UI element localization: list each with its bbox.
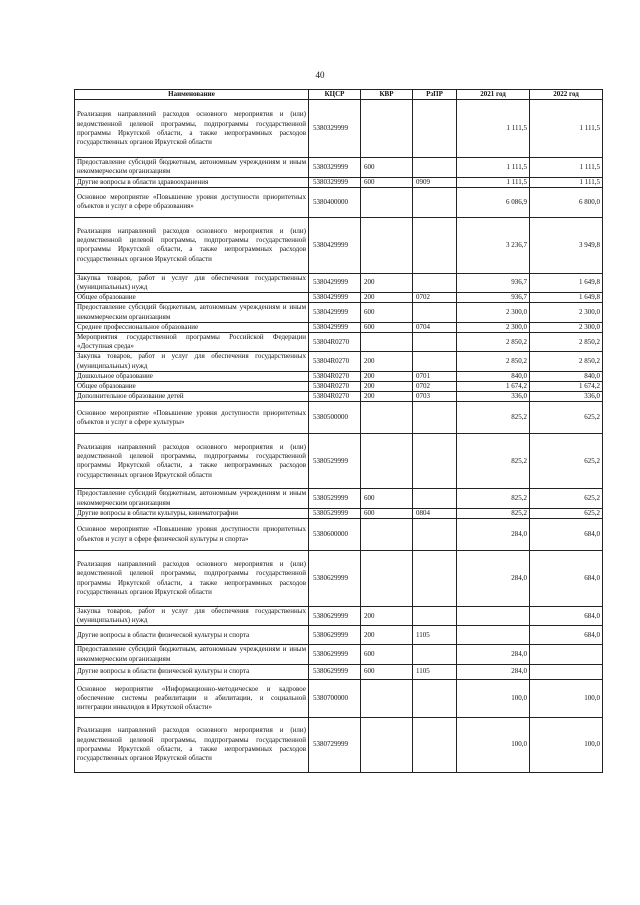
row-name: Предоставление субсидий бюджетным, автономным учреждениям и иным некоммерческим организациям: [75, 303, 309, 322]
row-2022: 100,0: [530, 717, 603, 772]
row-2022: [530, 664, 603, 679]
row-kvr: 200: [361, 352, 413, 371]
row-rzpr: [413, 158, 457, 177]
table-row: [75, 717, 603, 772]
row-rzpr: [413, 333, 457, 352]
row-rzpr: [413, 551, 457, 607]
row-name: Другие вопросы в области физической культуры и спорта: [75, 664, 309, 679]
table-body: [75, 100, 603, 773]
row-2021: 284,0: [457, 645, 530, 664]
row-name: Среднее профессиональное образование: [75, 322, 309, 332]
row-kvr: [361, 551, 413, 607]
row-kvr: 200: [361, 371, 413, 381]
row-2022: 3 949,8: [530, 217, 603, 273]
row-kvr: 600: [361, 303, 413, 322]
row-kcsr: 5380529999: [309, 434, 361, 489]
row-name: Предоставление субсидий бюджетным, автономным учреждениям и иным некоммерческим организациям: [75, 158, 309, 177]
row-name: Закупка товаров, работ и услуг для обеспечения государственных (муниципальных) нужд: [75, 273, 309, 292]
row-2021: 2 300,0: [457, 303, 530, 322]
row-rzpr: [413, 645, 457, 664]
row-2022: 2 300,0: [530, 303, 603, 322]
row-2022: 100,0: [530, 679, 603, 717]
row-name: Основное мероприятие «Повышение уровня доступности приоритетных объектов и услуг в сфере физической культуры и спорта»: [75, 519, 309, 551]
row-kcsr: 5380329999: [309, 177, 361, 187]
row-2021: 1 111,5: [457, 158, 530, 177]
row-kvr: 600: [361, 177, 413, 187]
row-2021: 284,0: [457, 519, 530, 551]
row-2022: 684,0: [530, 519, 603, 551]
row-kcsr: 5380329999: [309, 100, 361, 158]
row-kcsr: 5380629999: [309, 551, 361, 607]
budget-table: [74, 89, 603, 773]
row-kcsr: 5380529999: [309, 489, 361, 508]
row-2021: 100,0: [457, 679, 530, 717]
row-rzpr: [413, 273, 457, 292]
row-name: Основное мероприятие «Информационно-методическое и кадровое обеспечение системы реабилитации и абилитации, и социальной интеграции инвалидов в Иркутской области»: [75, 679, 309, 717]
row-rzpr: 0804: [413, 508, 457, 518]
row-2022: 6 800,0: [530, 187, 603, 217]
row-2022: 625,2: [530, 508, 603, 518]
row-name: Другие вопросы в области здравоохранения: [75, 177, 309, 187]
row-name: Предоставление субсидий бюджетным, автономным учреждениям и иным некоммерческим организациям: [75, 489, 309, 508]
row-2021: 840,0: [457, 371, 530, 381]
row-2022: 1 111,5: [530, 100, 603, 158]
row-2021: 100,0: [457, 717, 530, 772]
header-kcsr: КЦСР: [309, 90, 361, 100]
row-name: Общее образование: [75, 293, 309, 303]
row-kcsr: 5380729999: [309, 717, 361, 772]
row-rzpr: [413, 489, 457, 508]
row-2022: 2 850,2: [530, 333, 603, 352]
row-kcsr: 5380429999: [309, 273, 361, 292]
row-kcsr: 53804R0270: [309, 392, 361, 402]
row-name: Другие вопросы в области физической культуры и спорта: [75, 626, 309, 645]
row-rzpr: [413, 187, 457, 217]
row-2022: 1 649,8: [530, 273, 603, 292]
row-name: Реализация направлений расходов основного мероприятия и (или) ведомственной целевой программы, подпрограммы государственной программы Иркутской области, а также непрограммных расходов государственных органов Иркутской области: [75, 100, 309, 158]
row-rzpr: [413, 717, 457, 772]
table-row: [75, 371, 603, 381]
header-rzpr: РзПР: [413, 90, 457, 100]
row-2021: 825,2: [457, 489, 530, 508]
row-name: Дошкольное образование: [75, 371, 309, 381]
row-name: Реализация направлений расходов основного мероприятия и (или) ведомственной целевой программы, подпрограммы государственной программы Иркутской области, а также непрограммных расходов государственных органов Иркутской области: [75, 551, 309, 607]
table-row: [75, 607, 603, 626]
row-kvr: 200: [361, 382, 413, 392]
table-row: [75, 508, 603, 518]
row-kcsr: 5380429999: [309, 303, 361, 322]
table-row: [75, 158, 603, 177]
table-row: [75, 626, 603, 645]
table-row: [75, 489, 603, 508]
table-row: [75, 551, 603, 607]
row-2021: 2 850,2: [457, 333, 530, 352]
table-row: [75, 100, 603, 158]
row-2022: 1 111,5: [530, 158, 603, 177]
row-kcsr: 53804R0270: [309, 352, 361, 371]
table-row: [75, 392, 603, 402]
table-row: [75, 645, 603, 664]
table-row: [75, 382, 603, 392]
row-kvr: 600: [361, 158, 413, 177]
row-name: Основное мероприятие «Повышение уровня доступности приоритетных объектов и услуг в сфере культуры»: [75, 402, 309, 434]
row-rzpr: [413, 402, 457, 434]
row-rzpr: 0702: [413, 293, 457, 303]
table-row: [75, 273, 603, 292]
row-2022: 1 674,2: [530, 382, 603, 392]
table-row: [75, 402, 603, 434]
table-row: [75, 322, 603, 332]
header-name: Наименование: [75, 90, 309, 100]
row-kcsr: 5380500000: [309, 402, 361, 434]
row-rzpr: 1105: [413, 626, 457, 645]
row-kvr: [361, 434, 413, 489]
table-row: [75, 187, 603, 217]
row-2022: 625,2: [530, 434, 603, 489]
row-rzpr: 0703: [413, 392, 457, 402]
row-rzpr: [413, 434, 457, 489]
row-kcsr: 5380400000: [309, 187, 361, 217]
table-row: [75, 333, 603, 352]
row-2022: 684,0: [530, 626, 603, 645]
row-2021: 2 850,2: [457, 352, 530, 371]
row-2021: 284,0: [457, 551, 530, 607]
row-kvr: 600: [361, 508, 413, 518]
table-row: [75, 519, 603, 551]
row-2021: 936,7: [457, 293, 530, 303]
row-kvr: 600: [361, 664, 413, 679]
header-kvr: КВР: [361, 90, 413, 100]
row-rzpr: [413, 100, 457, 158]
row-2021: 825,2: [457, 402, 530, 434]
row-kcsr: 5380600000: [309, 519, 361, 551]
row-name: Реализация направлений расходов основного мероприятия и (или) ведомственной целевой программы, подпрограммы государственной программы Иркутской области, а также непрограммных расходов государственных органов Иркутской области: [75, 434, 309, 489]
row-kvr: 600: [361, 489, 413, 508]
row-2022: 1 111,5: [530, 177, 603, 187]
row-2021: 3 236,7: [457, 217, 530, 273]
row-2021: 284,0: [457, 664, 530, 679]
row-2021: [457, 607, 530, 626]
row-kvr: [361, 519, 413, 551]
row-name: Дополнительное образование детей: [75, 392, 309, 402]
row-2021: 1 674,2: [457, 382, 530, 392]
row-kvr: [361, 217, 413, 273]
row-rzpr: 0701: [413, 371, 457, 381]
row-name: Закупка товаров, работ и услуг для обеспечения государственных (муниципальных) нужд: [75, 352, 309, 371]
row-2021: 6 086,9: [457, 187, 530, 217]
row-2021: 936,7: [457, 273, 530, 292]
row-rzpr: [413, 607, 457, 626]
row-name: Реализация направлений расходов основного мероприятия и (или) ведомственной целевой программы, подпрограммы государственной программы Иркутской области, а также непрограммных расходов государственных органов Иркутской области: [75, 217, 309, 273]
row-rzpr: 1105: [413, 664, 457, 679]
table-row: [75, 293, 603, 303]
row-kvr: [361, 402, 413, 434]
row-kvr: [361, 100, 413, 158]
row-kvr: [361, 679, 413, 717]
table-row: [75, 352, 603, 371]
row-2022: 625,2: [530, 489, 603, 508]
row-2022: 2 300,0: [530, 322, 603, 332]
page-number: 40: [315, 70, 325, 80]
row-2021: 1 111,5: [457, 100, 530, 158]
table-row: [75, 434, 603, 489]
row-2021: 825,2: [457, 508, 530, 518]
row-kvr: 600: [361, 322, 413, 332]
row-name: Другие вопросы в области культуры, кинематографии: [75, 508, 309, 518]
row-2021: [457, 626, 530, 645]
row-name: Мероприятия государственной программы Российской Федерации «Доступная среда»: [75, 333, 309, 352]
row-2021: 1 111,5: [457, 177, 530, 187]
row-rzpr: 0702: [413, 382, 457, 392]
row-2022: [530, 645, 603, 664]
header-2021: 2021 год: [457, 90, 530, 100]
row-kvr: 200: [361, 626, 413, 645]
row-2022: 336,0: [530, 392, 603, 402]
row-rzpr: [413, 352, 457, 371]
row-2022: 1 649,8: [530, 293, 603, 303]
row-2022: 684,0: [530, 551, 603, 607]
row-name: Предоставление субсидий бюджетным, автономным учреждениям и иным некоммерческим организациям: [75, 645, 309, 664]
row-kcsr: 5380629999: [309, 664, 361, 679]
row-name: Общее образование: [75, 382, 309, 392]
row-kvr: 200: [361, 607, 413, 626]
row-kvr: 200: [361, 293, 413, 303]
row-kcsr: 5380629999: [309, 607, 361, 626]
row-name: Закупка товаров, работ и услуг для обеспечения государственных (муниципальных) нужд: [75, 607, 309, 626]
row-rzpr: [413, 303, 457, 322]
row-kcsr: 53804R0270: [309, 333, 361, 352]
row-kvr: 600: [361, 645, 413, 664]
row-rzpr: [413, 679, 457, 717]
row-2021: 336,0: [457, 392, 530, 402]
row-kcsr: 5380700000: [309, 679, 361, 717]
row-name: Основное мероприятие «Повышение уровня доступности приоритетных объектов и услуг в сфере образования»: [75, 187, 309, 217]
row-name: Реализация направлений расходов основного мероприятия и (или) ведомственной целевой программы, подпрограммы государственной программы Иркутской области, а также непрограммных расходов государственных органов Иркутской области: [75, 717, 309, 772]
table-row: [75, 217, 603, 273]
row-rzpr: 0909: [413, 177, 457, 187]
row-2022: 2 850,2: [530, 352, 603, 371]
table-header-row: [75, 90, 603, 100]
row-kvr: [361, 717, 413, 772]
row-kcsr: 53804R0270: [309, 382, 361, 392]
table-row: [75, 679, 603, 717]
row-2022: 840,0: [530, 371, 603, 381]
row-kcsr: 5380429999: [309, 217, 361, 273]
table-row: [75, 177, 603, 187]
row-kcsr: 5380429999: [309, 293, 361, 303]
row-2022: 684,0: [530, 607, 603, 626]
table-row: [75, 303, 603, 322]
row-kcsr: 53804R0270: [309, 371, 361, 381]
row-rzpr: [413, 217, 457, 273]
row-2021: 2 300,0: [457, 322, 530, 332]
table-row: [75, 664, 603, 679]
row-rzpr: [413, 519, 457, 551]
header-2022: 2022 год: [530, 90, 603, 100]
row-2022: 625,2: [530, 402, 603, 434]
row-kvr: [361, 187, 413, 217]
row-kvr: 200: [361, 392, 413, 402]
row-kcsr: 5380629999: [309, 626, 361, 645]
row-kcsr: 5380429999: [309, 322, 361, 332]
row-kcsr: 5380529999: [309, 508, 361, 518]
row-kvr: [361, 333, 413, 352]
row-2021: 825,2: [457, 434, 530, 489]
row-kcsr: 5380629999: [309, 645, 361, 664]
row-kcsr: 5380329999: [309, 158, 361, 177]
row-kvr: 200: [361, 273, 413, 292]
row-rzpr: 0704: [413, 322, 457, 332]
